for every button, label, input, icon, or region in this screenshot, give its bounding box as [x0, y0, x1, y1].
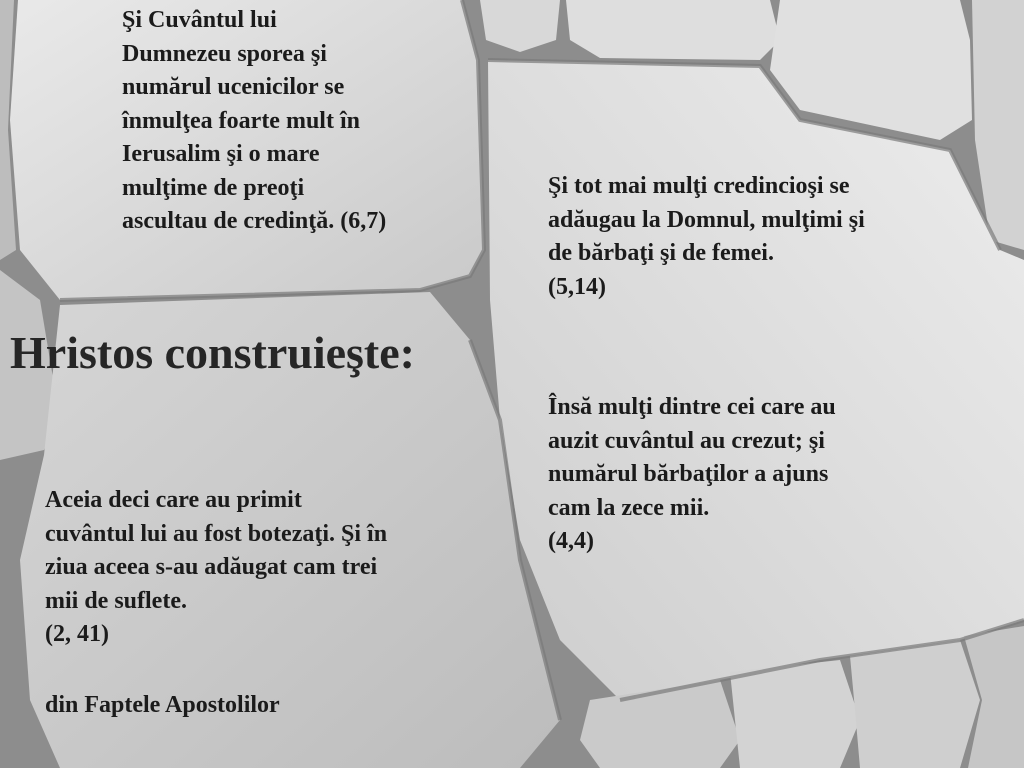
quote-line: Aceia deci care au primit	[45, 487, 302, 513]
quote-line: (4,4)	[548, 528, 594, 554]
source-reference: din Faptele Apostolilor	[45, 692, 280, 718]
quote-line: numărul bărbaţilor a ajuns	[548, 461, 829, 487]
quote-acts-4-4	[548, 391, 836, 559]
quote-line: auzit cuvântul au crezut; şi	[548, 427, 825, 454]
quote-line: Şi Cuvântul lui	[122, 7, 277, 33]
quote-line: mulţime de preoţi	[122, 174, 305, 201]
quote-line: înmulţea foarte mult în	[122, 107, 360, 134]
quote-line: Şi tot mai mulţi credincioşi se	[548, 173, 850, 199]
quote-line: Ierusalim şi o mare	[122, 141, 320, 167]
quote-line: Însă mulţi dintre cei care au	[548, 394, 836, 420]
quote-acts-6-7	[122, 4, 386, 239]
quote-line: mii de suflete.	[45, 587, 187, 614]
quote-line: de bărbaţi şi de femei.	[548, 240, 774, 266]
quote-line: cuvântul lui au fost botezaţi. Şi în	[45, 520, 388, 547]
quote-line: ziua aceea s-au adăugat cam trei	[45, 554, 378, 580]
quote-line: Dumnezeu sporea şi	[122, 40, 327, 67]
slide-title: Hristos construieşte:	[10, 327, 415, 378]
quote-line: adăugau la Domnul, mulţimi şi	[548, 206, 865, 233]
quote-line: (2, 41)	[45, 621, 109, 647]
quote-line: numărul ucenicilor se	[122, 74, 345, 100]
quote-line: (5,14)	[548, 273, 606, 300]
quote-line: cam la zece mii.	[548, 494, 710, 521]
quote-acts-5-14	[548, 170, 865, 304]
quote-acts-2-41	[45, 484, 387, 652]
quote-line: ascultau de credinţă. (6,7)	[122, 208, 387, 234]
